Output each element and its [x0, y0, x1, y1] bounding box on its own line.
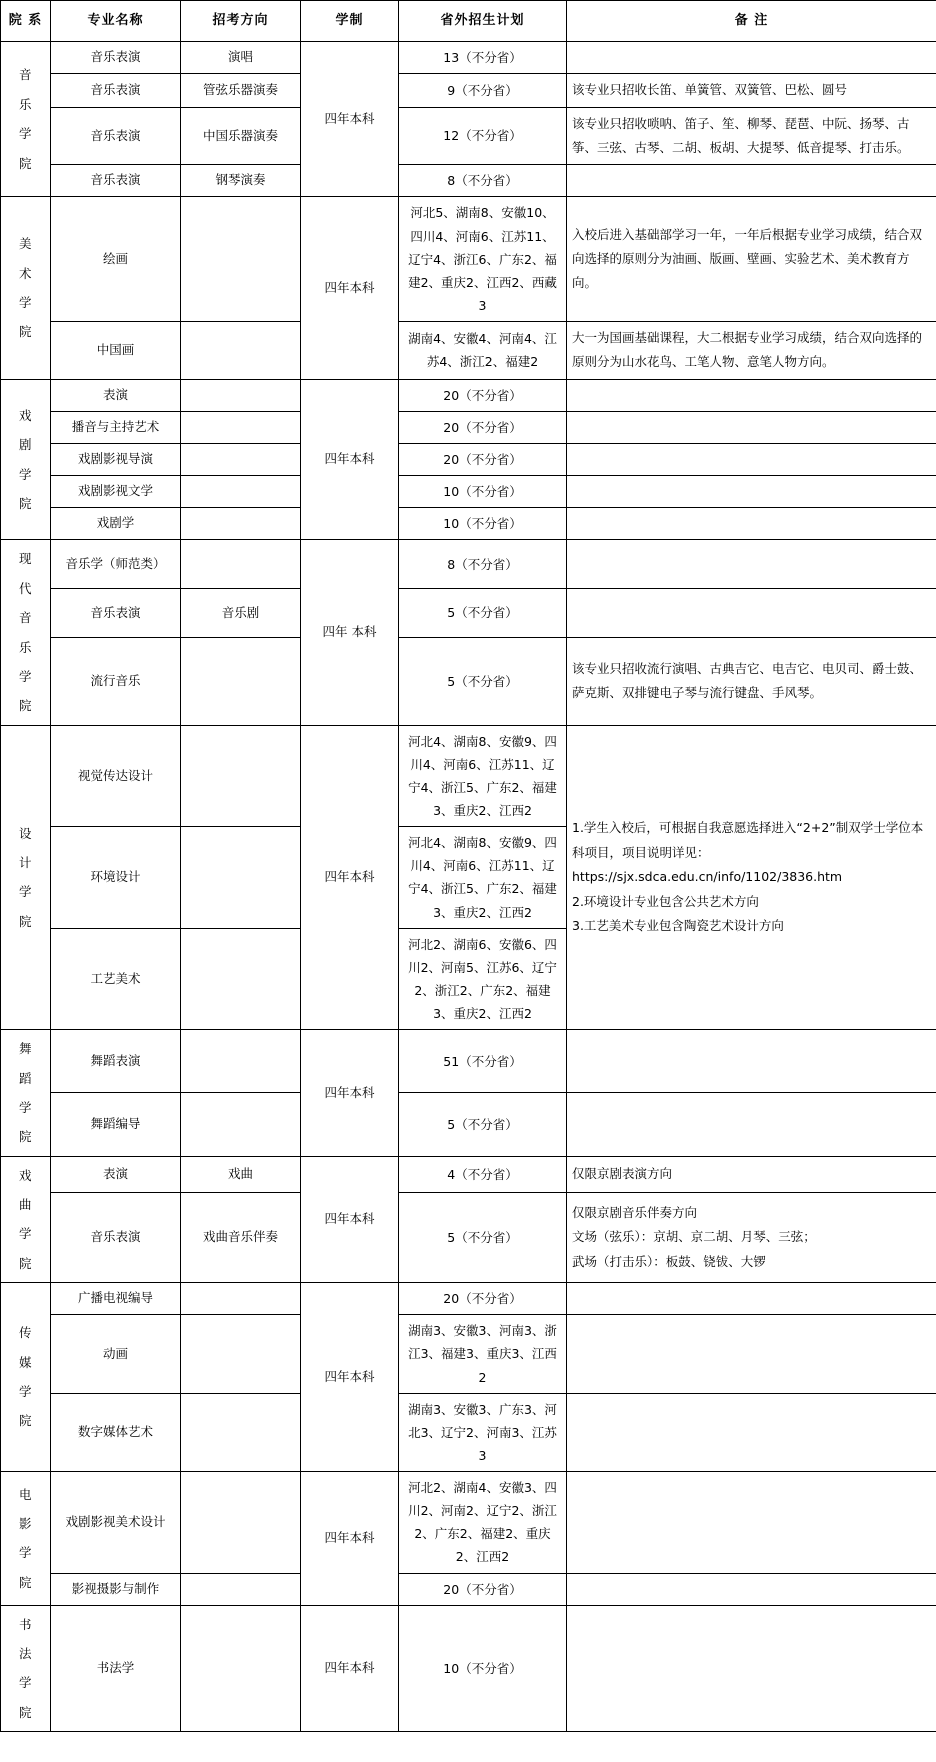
cell-plan: 5（不分省） [399, 637, 567, 725]
cell-plan: 8（不分省） [399, 165, 567, 197]
remark-line: 文场（弦乐）：京胡、京二胡、月琴、三弦； [572, 1229, 816, 1245]
cell-major: 音乐表演 [51, 165, 181, 197]
cell-direction [181, 379, 301, 411]
table-row [1, 637, 936, 725]
college-name-char: 院 [18, 155, 32, 171]
cell-major: 中国画 [51, 322, 181, 380]
table-row [1, 107, 936, 165]
college-name-char: 媒 [18, 1354, 32, 1370]
cell-direction [181, 637, 301, 725]
cell-plan: 10（不分省） [399, 508, 567, 540]
column-header-remark: 备 注 [567, 1, 936, 42]
cell-direction [181, 1030, 301, 1093]
cell-college [1, 379, 51, 540]
college-name-char: 音 [18, 67, 32, 83]
cell-plan: 河北2、湖南4、安徽3、四川2、河南2、辽宁2、浙江2、广东2、福建2、重庆2、江西2 [399, 1472, 567, 1574]
table-row [1, 74, 936, 107]
college-name-char: 设 [18, 825, 32, 841]
cell-system: 四年本科 [301, 1283, 399, 1472]
cell-remark [567, 165, 936, 197]
cell-major: 音乐表演 [51, 589, 181, 638]
college-name-char: 戏 [18, 407, 32, 423]
cell-direction [181, 444, 301, 476]
college-name-char: 乐 [18, 96, 32, 112]
cell-major: 舞蹈编导 [51, 1093, 181, 1156]
cell-direction [181, 411, 301, 443]
cell-plan: 湖南3、安徽3、河南3、浙江3、福建3、重庆3、江西2 [399, 1315, 567, 1393]
cell-remark [567, 1283, 936, 1315]
cell-direction [181, 322, 301, 380]
remark-line: 仅限京剧音乐伴奏方向 [572, 1205, 698, 1221]
cell-direction: 中国乐器演奏 [181, 107, 301, 165]
table-row [1, 1472, 936, 1574]
cell-direction [181, 827, 301, 929]
cell-system: 四年 本科 [301, 540, 399, 725]
table-row [1, 197, 936, 322]
cell-remark [567, 1472, 936, 1574]
college-name-char: 舞 [18, 1041, 32, 1057]
college-name-char: 剧 [18, 437, 32, 453]
cell-plan: 12（不分省） [399, 107, 567, 165]
cell-plan: 5（不分省） [399, 589, 567, 638]
cell-plan: 20（不分省） [399, 379, 567, 411]
cell-system: 四年本科 [301, 1472, 399, 1606]
column-header-system: 学制 [301, 1, 399, 42]
cell-remark [567, 1573, 936, 1605]
table-row [1, 1283, 936, 1315]
cell-major: 表演 [51, 379, 181, 411]
college-name-char: 代 [18, 580, 32, 596]
college-name-char: 乐 [18, 639, 32, 655]
column-header-direction: 招考方向 [181, 1, 301, 42]
cell-remark [567, 411, 936, 443]
cell-major: 视觉传达设计 [51, 725, 181, 827]
cell-system: 四年本科 [301, 197, 399, 379]
college-name-char: 院 [18, 495, 32, 511]
cell-remark [567, 1605, 936, 1732]
cell-plan: 20（不分省） [399, 1573, 567, 1605]
cell-college [1, 540, 51, 725]
cell-remark [567, 1193, 936, 1283]
cell-major: 播音与主持艺术 [51, 411, 181, 443]
cell-direction [181, 197, 301, 322]
cell-college [1, 1472, 51, 1606]
cell-direction: 演唱 [181, 42, 301, 74]
cell-major: 工艺美术 [51, 928, 181, 1030]
cell-remark [567, 725, 936, 1030]
college-name-char: 院 [18, 1704, 32, 1720]
college-name-char: 影 [18, 1515, 32, 1531]
cell-system: 四年本科 [301, 1605, 399, 1732]
cell-major: 音乐表演 [51, 74, 181, 107]
cell-plan: 湖南4、安徽4、河南4、江苏4、浙江2、福建2 [399, 322, 567, 380]
cell-remark: 该专业只招收流行演唱、古典吉它、电吉它、电贝司、爵士鼓、萨克斯、双排键电子琴与流行键盘、手风琴。 [567, 637, 936, 725]
cell-major: 戏剧影视导演 [51, 444, 181, 476]
table-row [1, 589, 936, 638]
cell-plan: 5（不分省） [399, 1193, 567, 1283]
college-name-char: 院 [18, 1129, 32, 1145]
table-row [1, 165, 936, 197]
table-row [1, 379, 936, 411]
cell-direction [181, 725, 301, 827]
college-name-char: 传 [18, 1325, 32, 1341]
cell-direction [181, 1605, 301, 1732]
table-row [1, 508, 936, 540]
cell-plan: 8（不分省） [399, 540, 567, 589]
cell-college [1, 1283, 51, 1472]
cell-plan: 20（不分省） [399, 1283, 567, 1315]
cell-college [1, 42, 51, 197]
cell-plan: 10（不分省） [399, 476, 567, 508]
cell-direction [181, 1393, 301, 1471]
college-name-char: 计 [18, 855, 32, 870]
college-name-char: 现 [18, 551, 32, 567]
cell-direction [181, 508, 301, 540]
cell-plan: 4（不分省） [399, 1156, 567, 1193]
table-row [1, 1093, 936, 1156]
college-name-char: 院 [18, 1413, 32, 1429]
table-row [1, 1315, 936, 1393]
cell-plan: 13（不分省） [399, 42, 567, 74]
cell-direction: 钢琴演奏 [181, 165, 301, 197]
college-name-char: 院 [18, 913, 32, 929]
remark-line: 1.学生入校后，可根据自我意愿选择进入“2+2”制双学士学位本科项目，项目说明详见： [572, 820, 924, 860]
college-name-char: 学 [18, 466, 32, 482]
cell-college [1, 1605, 51, 1732]
table-row [1, 1156, 936, 1193]
table-body [1, 42, 936, 1732]
cell-remark: 大一为国画基础课程，大二根据专业学习成绩，结合双向选择的原则分为山水花鸟、工笔人物、意笔人物方向。 [567, 322, 936, 380]
college-name-char: 蹈 [18, 1070, 32, 1086]
table-row [1, 540, 936, 589]
college-name-char: 学 [18, 1226, 32, 1242]
cell-major: 戏剧影视美术设计 [51, 1472, 181, 1574]
table-row [1, 411, 936, 443]
cell-plan: 河北4、湖南8、安徽9、四川4、河南6、江苏11、辽宁4、浙江5、广东2、福建3、重庆2、江西2 [399, 827, 567, 929]
college-name-char: 曲 [18, 1197, 32, 1212]
college-name-char: 法 [18, 1646, 32, 1661]
cell-college [1, 725, 51, 1030]
college-name-char: 院 [18, 1255, 32, 1271]
column-header-plan: 省外招生计划 [399, 1, 567, 42]
cell-direction [181, 1093, 301, 1156]
cell-major: 流行音乐 [51, 637, 181, 725]
college-name-char: 术 [18, 265, 32, 281]
cell-direction: 戏曲音乐伴奏 [181, 1193, 301, 1283]
college-name-char: 院 [18, 1574, 32, 1590]
table-row [1, 42, 936, 74]
cell-system: 四年本科 [301, 1030, 399, 1157]
table-row [1, 1573, 936, 1605]
cell-direction [181, 476, 301, 508]
college-name-char: 院 [18, 324, 32, 340]
college-name-char: 学 [18, 668, 32, 684]
table-row [1, 1193, 936, 1283]
remark-line: 2.环境设计专业包含公共艺术方向 [572, 893, 759, 909]
cell-major: 广播电视编导 [51, 1283, 181, 1315]
cell-plan: 20（不分省） [399, 444, 567, 476]
cell-remark: 该专业只招收唢呐、笛子、笙、柳琴、琵琶、中阮、扬琴、古筝、三弦、古琴、二胡、板胡、大提琴、低音提琴、打击乐。 [567, 107, 936, 165]
remark-line: 武场（打击乐）：板鼓、铙钹、大锣 [572, 1253, 766, 1269]
cell-remark [567, 1030, 936, 1093]
cell-direction [181, 1573, 301, 1605]
cell-remark [567, 1093, 936, 1156]
cell-plan: 5（不分省） [399, 1093, 567, 1156]
college-name-char: 学 [18, 1545, 32, 1561]
cell-major: 音乐表演 [51, 42, 181, 74]
column-header-college: 院 系 [1, 1, 51, 42]
cell-remark: 入校后进入基础部学习一年，一年后根据专业学习成绩，结合双向选择的原则分为油画、版画、壁画、实验艺术、美术教育方向。 [567, 197, 936, 322]
college-name-char: 院 [18, 698, 32, 714]
cell-direction: 管弦乐器演奏 [181, 74, 301, 107]
remark-url[interactable]: https://sjx.sdca.edu.cn/info/1102/3836.htm [572, 869, 843, 885]
table-row [1, 725, 936, 827]
cell-remark: 该专业只招收长笛、单簧管、双簧管、巴松、圆号 [567, 74, 936, 107]
cell-direction [181, 1283, 301, 1315]
cell-major: 书法学 [51, 1605, 181, 1732]
table-row [1, 444, 936, 476]
college-name-char: 学 [18, 1384, 32, 1400]
cell-college [1, 197, 51, 379]
college-name-char: 美 [18, 236, 32, 252]
cell-major: 表演 [51, 1156, 181, 1193]
cell-remark [567, 1393, 936, 1471]
header-row [1, 1, 936, 42]
cell-remark [567, 476, 936, 508]
cell-system: 四年本科 [301, 1156, 399, 1283]
cell-remark [567, 444, 936, 476]
table-header [1, 1, 936, 42]
table-row [1, 1393, 936, 1471]
cell-major: 数字媒体艺术 [51, 1393, 181, 1471]
cell-direction [181, 1472, 301, 1574]
college-name-char: 学 [18, 1099, 32, 1115]
cell-major: 戏剧学 [51, 508, 181, 540]
college-name-char: 书 [18, 1616, 32, 1632]
cell-direction [181, 928, 301, 1030]
college-name-char: 学 [18, 126, 32, 142]
college-name-char: 学 [18, 1675, 32, 1691]
cell-college [1, 1030, 51, 1157]
cell-direction [181, 1315, 301, 1393]
cell-remark [567, 379, 936, 411]
cell-plan: 河北2、湖南6、安徽6、四川2、河南5、江苏6、辽宁2、浙江2、广东2、福建3、重庆2、江西2 [399, 928, 567, 1030]
cell-major: 绘画 [51, 197, 181, 322]
cell-major: 音乐表演 [51, 107, 181, 165]
table-row [1, 322, 936, 380]
cell-major: 动画 [51, 1315, 181, 1393]
cell-remark [567, 589, 936, 638]
cell-plan: 51（不分省） [399, 1030, 567, 1093]
table-row [1, 476, 936, 508]
cell-remark [567, 1315, 936, 1393]
cell-plan: 20（不分省） [399, 411, 567, 443]
cell-direction [181, 540, 301, 589]
cell-remark [567, 508, 936, 540]
cell-plan: 10（不分省） [399, 1605, 567, 1732]
cell-major: 音乐表演 [51, 1193, 181, 1283]
cell-college [1, 1156, 51, 1283]
college-name-char: 音 [18, 610, 32, 626]
cell-remark [567, 42, 936, 74]
cell-plan: 9（不分省） [399, 74, 567, 107]
cell-plan: 湖南3、安徽3、广东3、河北3、辽宁2、河南3、江苏3 [399, 1393, 567, 1471]
college-name-char: 学 [18, 884, 32, 900]
cell-plan: 河北4、湖南8、安徽9、四川4、河南6、江苏11、辽宁4、浙江5、广东2、福建3、重庆2、江西2 [399, 725, 567, 827]
table-row [1, 1605, 936, 1732]
table-row [1, 1030, 936, 1093]
cell-plan: 河北5、湖南8、安徽10、四川4、河南6、江苏11、辽宁4、浙江6、广东2、福建2、重庆2、江西2、西藏3 [399, 197, 567, 322]
cell-direction: 音乐剧 [181, 589, 301, 638]
remark-line: 3.工艺美术专业包含陶瓷艺术设计方向 [572, 917, 784, 933]
cell-system: 四年本科 [301, 725, 399, 1030]
cell-major: 环境设计 [51, 827, 181, 929]
cell-system: 四年本科 [301, 42, 399, 197]
cell-major: 舞蹈表演 [51, 1030, 181, 1093]
college-name-char: 学 [18, 295, 32, 311]
cell-major: 戏剧影视文学 [51, 476, 181, 508]
column-header-major: 专业名称 [51, 1, 181, 42]
cell-remark [567, 540, 936, 589]
cell-system: 四年本科 [301, 379, 399, 540]
cell-direction: 戏曲 [181, 1156, 301, 1193]
cell-major: 音乐学（师范类） [51, 540, 181, 589]
cell-major: 影视摄影与制作 [51, 1573, 181, 1605]
cell-remark: 仅限京剧表演方向 [567, 1156, 936, 1193]
college-name-char: 戏 [18, 1167, 32, 1183]
college-name-char: 电 [18, 1486, 32, 1502]
